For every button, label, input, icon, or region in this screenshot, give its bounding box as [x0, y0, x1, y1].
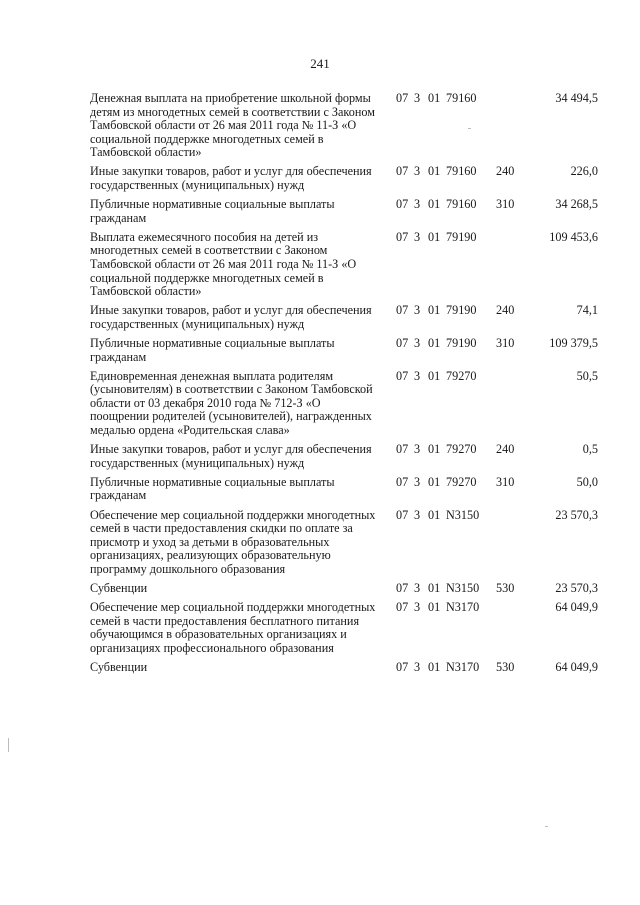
code-program: 3 [414, 600, 421, 615]
code-program: 3 [414, 581, 421, 595]
code-subprogram: 01 [428, 303, 441, 318]
code-section: 07 [396, 368, 409, 383]
code-direction: 79270 [446, 474, 477, 489]
code-subprogram: 01 [428, 368, 441, 383]
table-row [90, 165, 610, 192]
code-program: 3 [414, 659, 421, 674]
code-program: 3 [414, 474, 421, 489]
table-row [90, 661, 610, 675]
code-subprogram: 01 [428, 197, 441, 212]
table-row [90, 582, 610, 596]
code-section: 07 [396, 507, 409, 522]
code-subprogram: 01 [428, 336, 441, 350]
code-program: 3 [414, 303, 421, 318]
row-amount: 226,0 [570, 164, 598, 179]
code-expense-type: 310 [496, 336, 515, 350]
code-program: 3 [414, 164, 421, 179]
code-section: 07 [396, 474, 409, 489]
code-section: 07 [396, 581, 409, 595]
table-row [90, 370, 610, 438]
table-row [90, 476, 610, 503]
code-section: 07 [396, 659, 409, 674]
row-description: Субвенции [90, 581, 148, 595]
row-description: Субвенции [90, 659, 148, 674]
code-subprogram: 01 [428, 229, 441, 244]
code-subprogram: 01 [428, 474, 441, 489]
table-row [90, 337, 610, 364]
code-expense-type: 310 [496, 197, 515, 212]
code-direction: N3150 [446, 581, 480, 595]
code-program: 3 [414, 442, 421, 457]
row-description: Публичные нормативные социальные выплаты гражданам [90, 336, 335, 364]
table-row [90, 198, 610, 225]
row-amount: 109 379,5 [549, 336, 598, 350]
row-amount: 34 268,5 [555, 197, 598, 212]
scan-speck [545, 826, 548, 827]
budget-table [90, 92, 610, 680]
code-section: 07 [396, 600, 409, 615]
row-amount: 0,5 [582, 442, 598, 457]
code-section: 07 [396, 91, 409, 105]
row-amount: 74,1 [576, 303, 598, 318]
code-subprogram: 01 [428, 164, 441, 179]
code-section: 07 [396, 442, 409, 457]
code-expense-type: 240 [496, 442, 515, 457]
code-subprogram: 01 [428, 442, 441, 457]
code-direction: N3170 [446, 659, 480, 674]
row-description: Денежная выплата на приобретение школьной формы детям из многодетных семей в соответствии с Законом Тамбовской области от 26 мая 2011 года № 11-З «О социальной поддержке многодетных семей в Тамбовской области» [90, 91, 375, 160]
row-amount: 64 049,9 [555, 659, 598, 674]
row-description: Иные закупки товаров, работ и услуг для обеспечения государственных (муниципальных) нужд [90, 442, 372, 470]
row-description: Иные закупки товаров, работ и услуг для обеспечения государственных (муниципальных) нужд [90, 164, 372, 193]
code-direction: N3150 [446, 507, 480, 522]
code-section: 07 [396, 164, 409, 179]
code-subprogram: 01 [428, 581, 441, 595]
row-amount: 50,0 [576, 474, 598, 489]
row-amount: 50,5 [576, 368, 598, 383]
code-program: 3 [414, 507, 421, 522]
code-section: 07 [396, 197, 409, 212]
code-section: 07 [396, 303, 409, 318]
row-description: Единовременная денежная выплата родителям (усыновителям) в соответствии с Законом Тамбовской области от 03 декабря 2010 года № 712-З «О поощрении родителей (усыновителей), награжденных медалью ордена «Родительская слава» [90, 368, 373, 438]
table-row [90, 92, 610, 160]
code-subprogram: 01 [428, 659, 441, 674]
row-amount: 23 570,3 [555, 507, 598, 522]
code-direction: 79160 [446, 91, 477, 105]
row-description: Иные закупки товаров, работ и услуг для обеспечения государственных (муниципальных) нужд [90, 303, 372, 331]
code-expense-type: 310 [496, 474, 515, 489]
row-description: Обеспечение мер социальной поддержки многодетных семей в части предоставления скидки по оплате за присмотр и уход за детьми в образовательных организациях, реализующих образовательную программу дошкольного образования [90, 507, 376, 576]
scan-speck [468, 128, 471, 129]
row-amount: 109 453,6 [549, 229, 598, 244]
code-program: 3 [414, 229, 421, 244]
code-subprogram: 01 [428, 600, 441, 615]
row-amount: 64 049,9 [555, 600, 598, 615]
row-amount: 23 570,3 [555, 581, 598, 595]
row-description: Выплата ежемесячного пособия на детей из многодетных семей в соответствии с Законом Тамбовской области от 26 мая 2011 года № 11-З «О социальной поддержке многодетных семей в Тамбовской области» [90, 229, 357, 299]
code-subprogram: 01 [428, 507, 441, 522]
code-section: 07 [396, 229, 409, 244]
code-expense-type: 530 [496, 659, 515, 674]
table-row [90, 304, 610, 331]
row-description: Публичные нормативные социальные выплаты гражданам [90, 474, 335, 503]
code-direction: 79160 [446, 164, 477, 179]
code-direction: 79190 [446, 336, 477, 350]
code-direction: 79190 [446, 303, 477, 318]
code-direction: 79270 [446, 442, 477, 457]
code-direction: 79270 [446, 368, 477, 383]
code-program: 3 [414, 336, 421, 350]
code-expense-type: 240 [496, 303, 515, 318]
table-row [90, 443, 610, 470]
code-direction: 79160 [446, 197, 477, 212]
code-program: 3 [414, 197, 421, 212]
row-description: Обеспечение мер социальной поддержки многодетных семей в части предоставления бесплатного питания обучающимся в образовательных организациях и организациях профессионального образования [90, 600, 376, 655]
page-number: 241 [310, 56, 330, 71]
scan-speck [8, 738, 9, 752]
table-row [90, 601, 610, 655]
table-row [90, 509, 610, 577]
code-program: 3 [414, 368, 421, 383]
code-expense-type: 240 [496, 164, 515, 179]
code-direction: N3170 [446, 600, 480, 615]
row-description: Публичные нормативные социальные выплаты гражданам [90, 197, 335, 225]
code-expense-type: 530 [496, 581, 515, 595]
code-program: 3 [414, 91, 421, 105]
code-section: 07 [396, 336, 409, 350]
code-subprogram: 01 [428, 91, 441, 105]
code-direction: 79190 [446, 229, 477, 244]
table-row [90, 231, 610, 299]
row-amount: 34 494,5 [555, 91, 598, 105]
